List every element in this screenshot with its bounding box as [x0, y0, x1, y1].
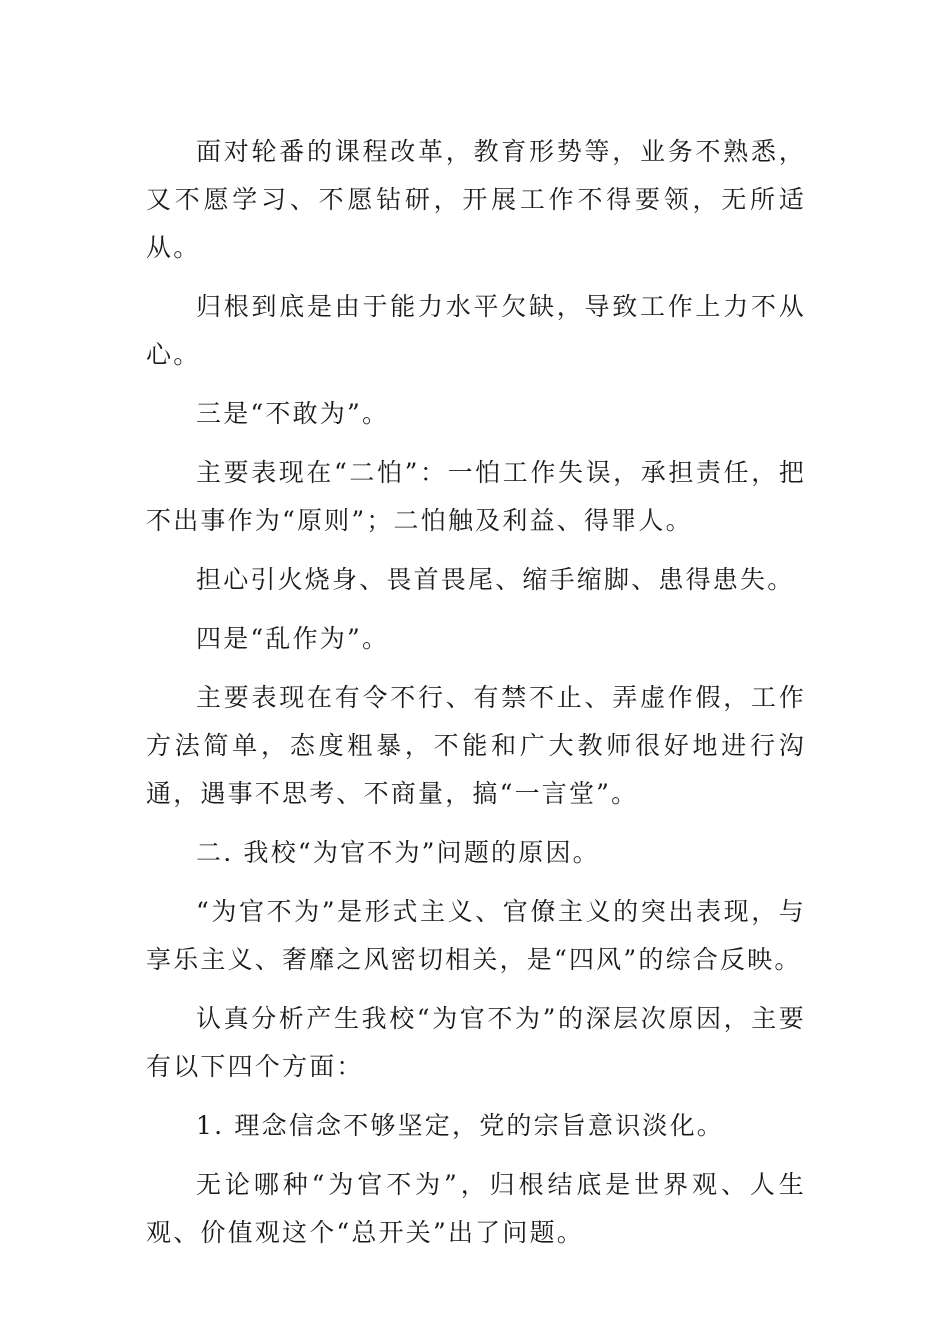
paragraph: “为官不为”是形式主义、官僚主义的突出表现，与享乐主义、奢靡之风密切相关，是“四风”的综合反映。	[146, 897, 806, 974]
paragraph: 主要表现在有令不行、有禁不止、弄虚作假，工作方法简单，态度粗暴，不能和广大教师很好地进行沟通，遇事不思考、不商量，搞“一言堂”。	[146, 683, 806, 808]
paragraph: 担心引火烧身、畏首畏尾、缩手缩脚、患得患失。	[196, 565, 795, 594]
paragraph: 归根到底是由于能力水平欠缺，导致工作上力不从心。	[146, 292, 806, 369]
paragraph: 认真分析产生我校“为官不为”的深层次原因，主要有以下四个方面：	[146, 1004, 806, 1081]
paragraph: 无论哪种“为官不为”，归根结底是世界观、人生观、价值观这个“总开关”出了问题。	[146, 1170, 806, 1247]
paragraph: 三是“不敢为”。	[196, 399, 390, 428]
paragraph: 面对轮番的课程改革，教育形势等，业务不熟悉，又不愿学习、不愿钻研，开展工作不得要领，无所适从。	[146, 137, 806, 262]
document-body	[146, 128, 806, 1268]
section-heading: 二. 我校“为官不为”问题的原因。	[196, 838, 600, 867]
paragraph: 四是“乱作为”。	[196, 624, 390, 653]
subsection-heading: 1. 理念信念不够坚定，党的宗旨意识淡化。	[196, 1111, 725, 1140]
paragraph: 主要表现在“二怕”：一怕工作失误，承担责任，把不出事作为“原则”；二怕触及利益、得罪人。	[146, 458, 806, 535]
